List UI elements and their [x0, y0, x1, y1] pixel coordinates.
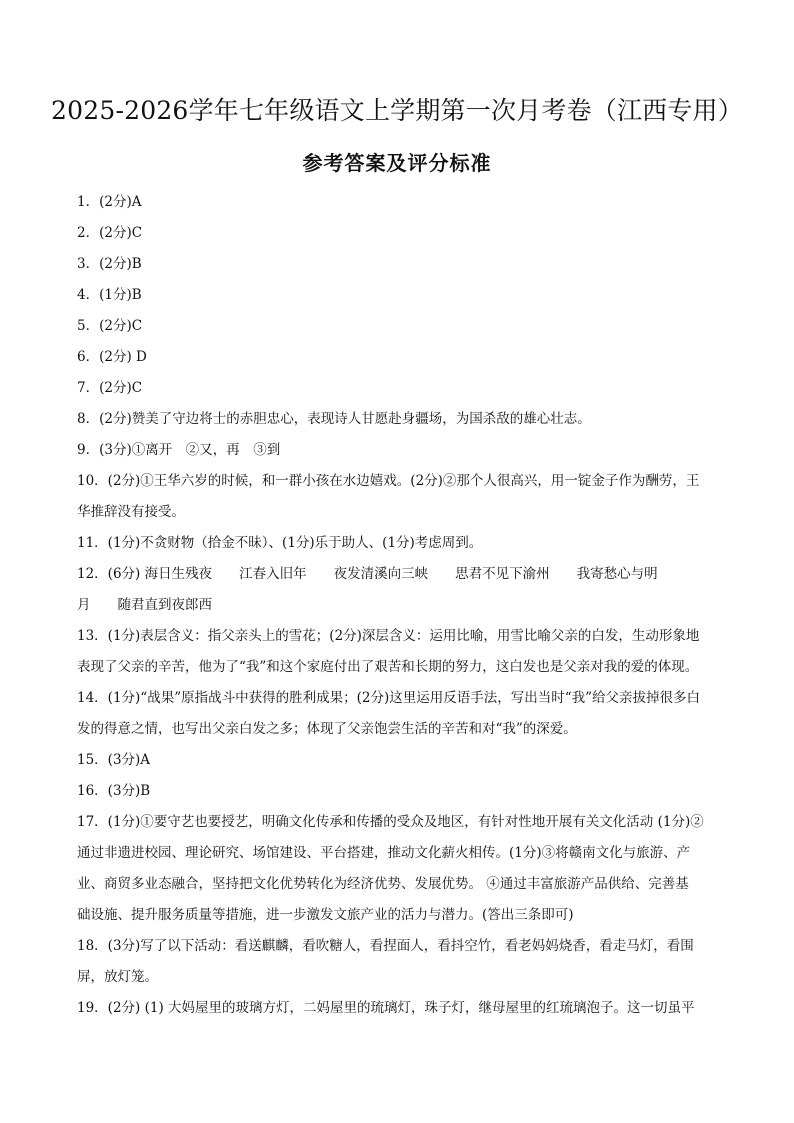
- answer-item-17-line-3: 业、商贸多业态融合，坚持把文化优势转化为经济优势、发展优势。 ④通过丰富旅游产品供给、完善基: [77, 876, 689, 892]
- answer-item-16: 16．(3分)B: [77, 783, 151, 799]
- answer-item-10-line-1: 10．(2分)①王华六岁的时候，和一群小孩在水边嬉戏。(2分)②那个人很高兴，用一锭金子作为酬劳，王: [77, 473, 700, 489]
- page-title: 2025-2026学年七年级语文上学期第一次月考卷（江西专用）: [51, 96, 743, 125]
- answer-item-19-line-1: 19．(2分) (1) 大妈屋里的玻璃方灯，二妈屋里的琉璃灯，珠子灯，继母屋里的红琉璃泡子。这一切虽平: [77, 1000, 695, 1016]
- answer-item-6: 6．(2分) D: [77, 349, 147, 365]
- answer-item-3: 3．(2分)B: [77, 256, 142, 272]
- answer-item-17-line-1: 17．(1分)①要守艺也要授艺，明确文化传承和传播的受众及地区，有针对性地开展有关文化活动 (1分)②: [77, 814, 704, 830]
- answer-item-9: 9．(3分)①离开 ②又，再 ③到: [77, 442, 281, 458]
- answer-item-12-line-1: 12．(6分) 海日生残夜 江春入旧年 夜发清溪向三峡 思君不见下渝州 我寄愁心与明: [77, 566, 658, 582]
- answer-item-2: 2．(2分)C: [77, 225, 143, 241]
- answer-item-10-line-2: 华推辞没有接受。: [77, 504, 185, 520]
- page-subtitle: 参考答案及评分标准: [302, 151, 492, 175]
- answer-item-13-line-2: 表现了父亲的辛苦，他为了“我”和这个家庭付出了艰苦和长期的努力，这白发也是父亲对我的爱的体现。: [77, 659, 699, 675]
- answer-item-11: 11．(1分)不贪财物（拾金不昧）、(1分)乐于助人、(1分)考虑周到。: [77, 535, 483, 551]
- answer-item-17-line-4: 础设施、提升服务质量等措施，进一步激发文旅产业的活力与潜力。(答出三条即可): [77, 907, 574, 923]
- answer-item-14-line-1: 14．(1分)“战果”原指战斗中获得的胜利成果；(2分)这里运用反语手法，写出当时“我”给父亲拔掉很多白: [77, 690, 701, 706]
- answer-item-18-line-1: 18．(3分)写了以下活动：看送麒麟，看吹糖人，看捏面人，看抖空竹，看老妈妈烧香，看走马灯，看围: [77, 938, 694, 954]
- answer-item-14-line-2: 发的得意之情，也写出父亲白发之多；体现了父亲饱尝生活的辛苦和对“我”的深爱。: [77, 721, 577, 737]
- answer-item-5: 5．(2分)C: [77, 318, 143, 334]
- answer-item-4: 4．(1分)B: [77, 287, 142, 303]
- answer-item-18-line-2: 屏，放灯笼。: [77, 969, 158, 985]
- answer-item-8: 8．(2分)赞美了守边将士的赤胆忠心，表现诗人甘愿赴身疆场，为国杀敌的雄心壮志。: [77, 411, 591, 427]
- answer-item-1: 1．(2分)A: [77, 194, 142, 210]
- answer-list: [77, 156, 722, 1024]
- answer-item-7: 7．(2分)C: [77, 380, 143, 396]
- answer-item-13-line-1: 13．(1分)表层含义：指父亲头上的雪花；(2分)深层含义：运用比喻，用雪比喻父亲的白发，生动形象地: [77, 628, 700, 644]
- answer-item-12-line-2: 月 随君直到夜郎西: [77, 597, 212, 613]
- answer-item-17-line-2: 通过非遗进校园、理论研究、场馆建设、平台搭建，推动文化薪火相传。(1分)③将赣南文化与旅游、产: [77, 845, 691, 861]
- answer-item-15: 15．(3分)A: [77, 752, 151, 768]
